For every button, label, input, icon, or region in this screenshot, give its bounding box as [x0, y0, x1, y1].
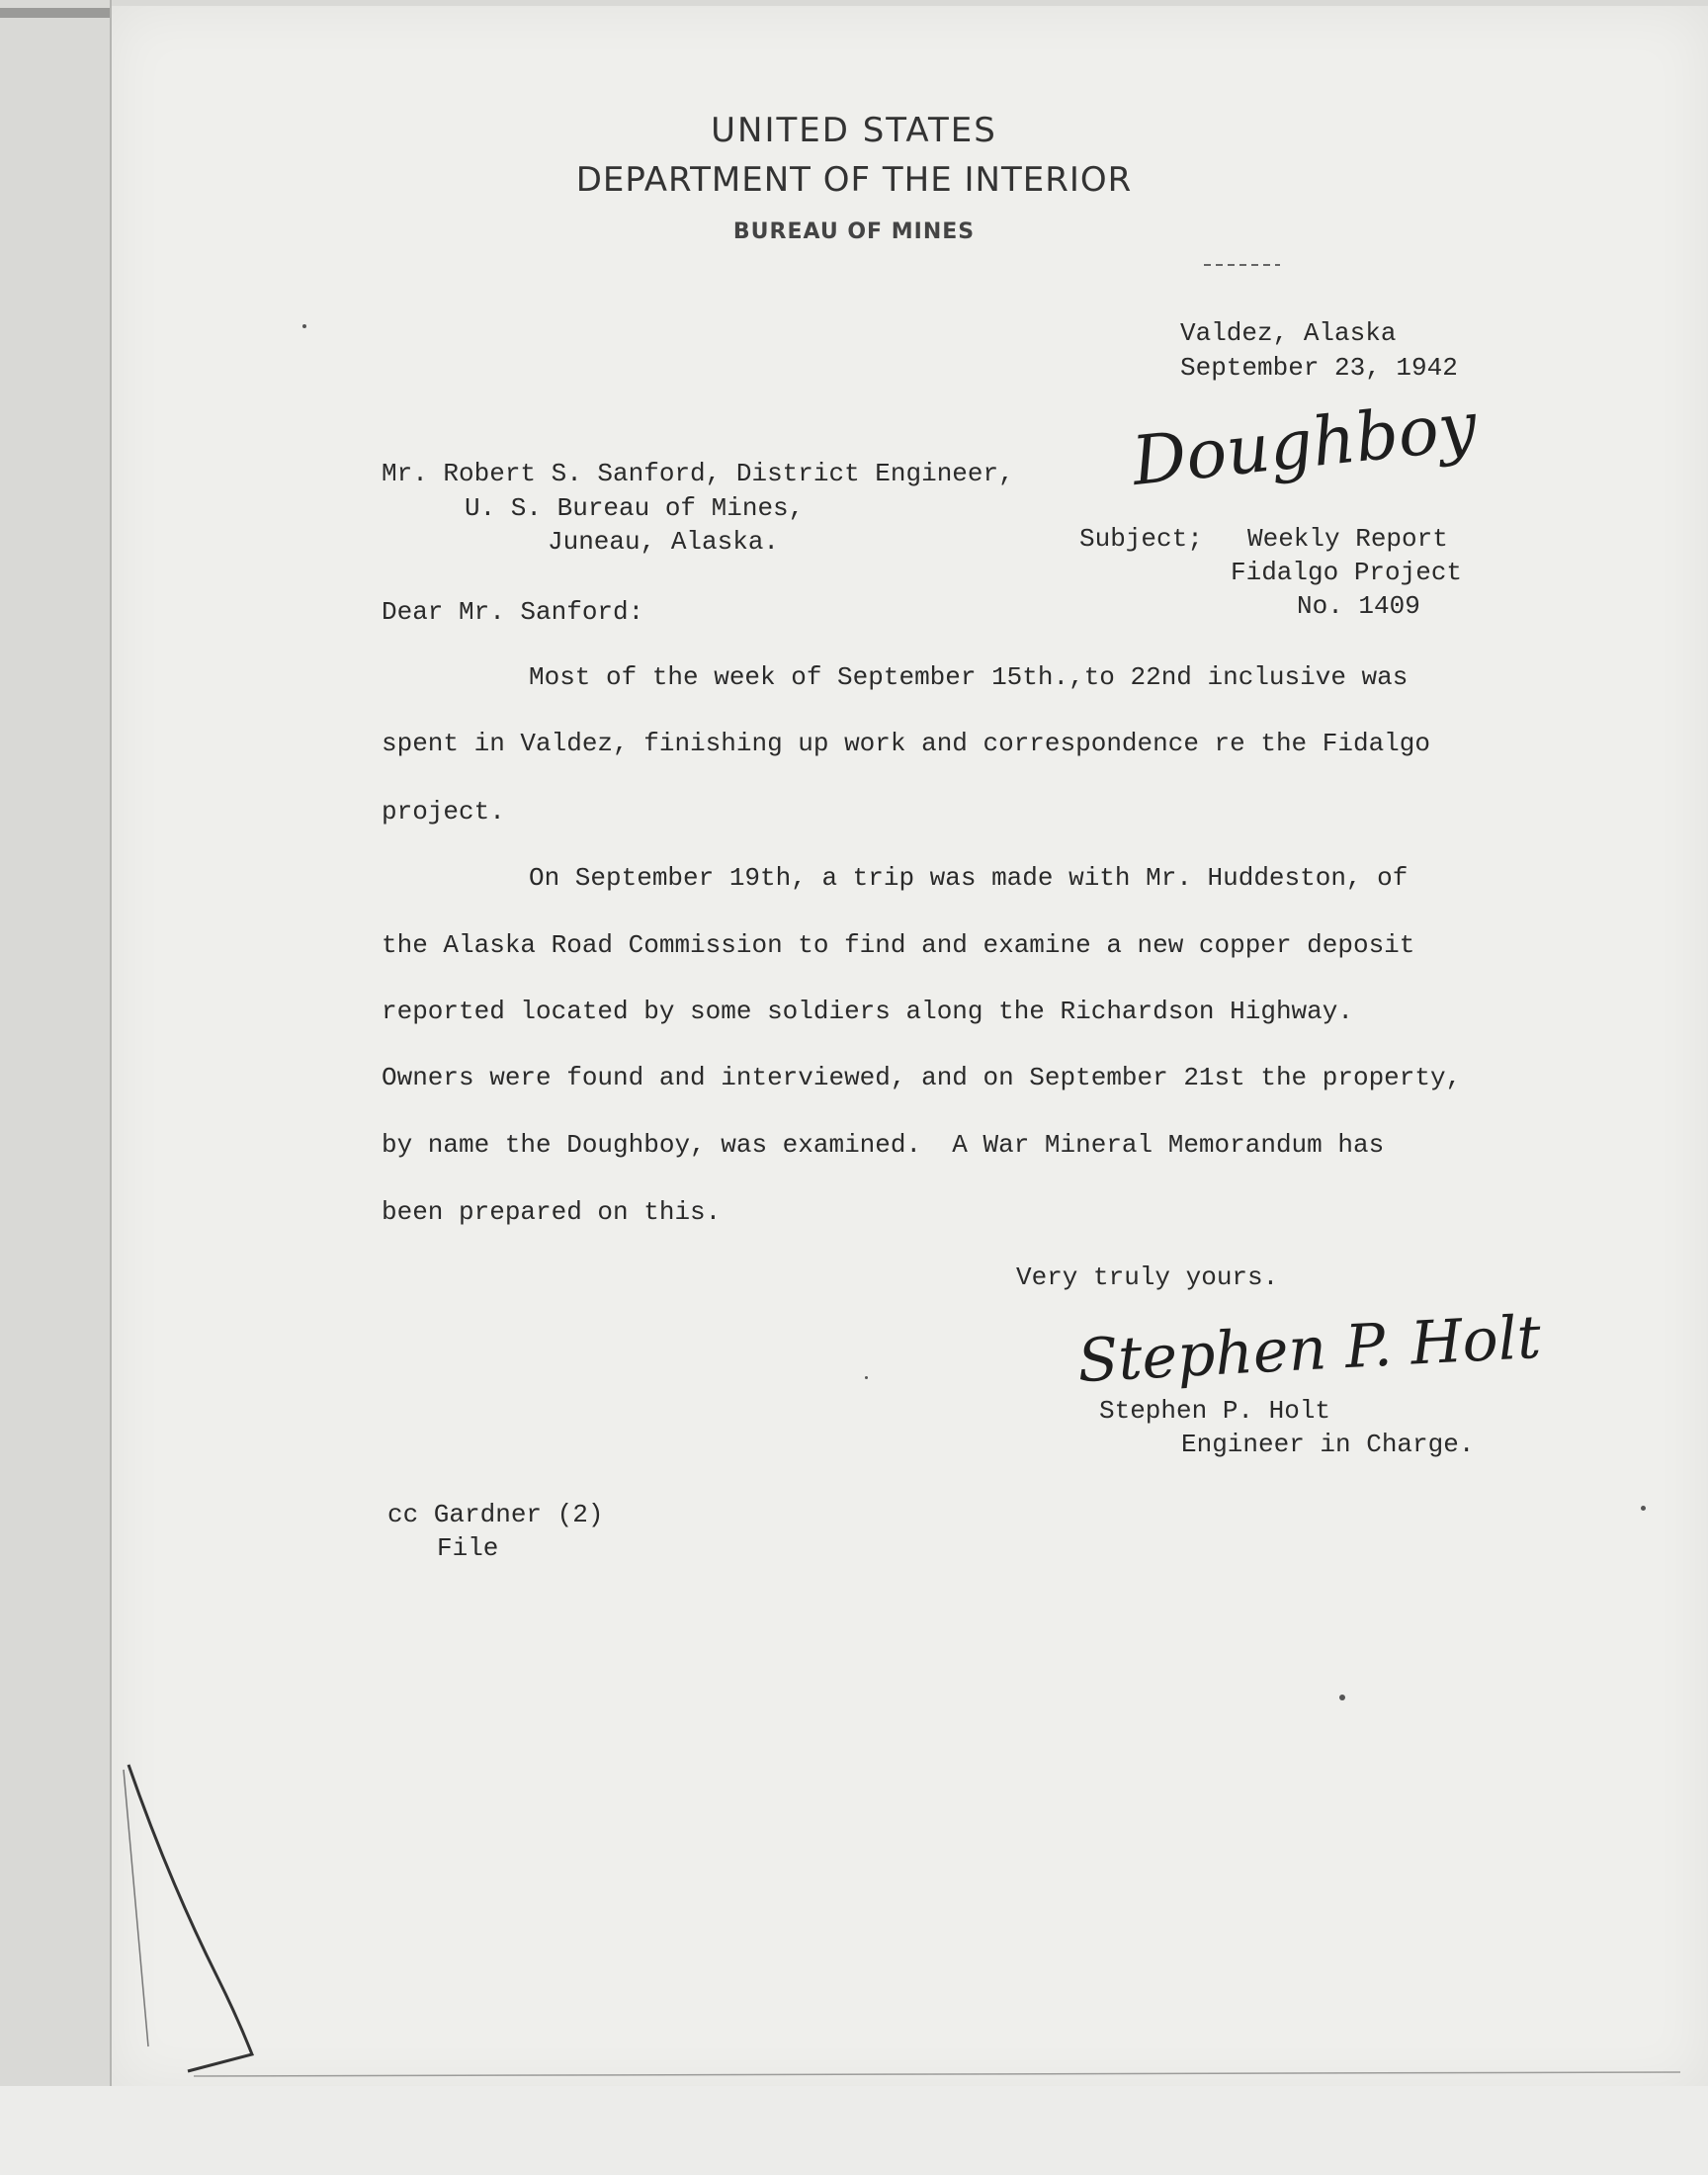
- body-line: the Alaska Road Commission to find and examine a new copper deposit: [382, 930, 1415, 960]
- body-line: project.: [382, 797, 505, 826]
- subject-line-1: Weekly Report: [1247, 524, 1448, 554]
- letterhead-bureau: BUREAU OF MINES: [732, 219, 976, 244]
- body-line: Owners were found and interviewed, and on September 21st the property,: [382, 1063, 1462, 1092]
- place: Valdez, Alaska: [1180, 318, 1397, 348]
- subject-line-2: Fidalgo Project: [1231, 558, 1463, 587]
- recipient-line-3: Juneau, Alaska.: [548, 527, 780, 557]
- signer-title: Engineer in Charge.: [1181, 1430, 1475, 1459]
- cc-line-1: cc Gardner (2): [387, 1500, 604, 1529]
- closing: Very truly yours.: [1016, 1262, 1279, 1292]
- salutation: Dear Mr. Sanford:: [382, 597, 644, 627]
- body-line: Most of the week of September 15th.,to 22nd inclusive was: [529, 662, 1409, 692]
- body-line: spent in Valdez, finishing up work and correspondence re the Fidalgo: [382, 729, 1430, 758]
- letterhead-country: UNITED STATES: [711, 111, 997, 150]
- scan-speck: [865, 1376, 868, 1379]
- date: September 23, 1942: [1180, 353, 1458, 383]
- handwritten-doughboy-note: Doughboy: [1128, 387, 1481, 502]
- scan-speck: [302, 324, 306, 328]
- letterhead-department: DEPARTMENT OF THE INTERIOR: [575, 160, 1133, 200]
- body-line: reported located by some soldiers along the Richardson Highway.: [382, 997, 1353, 1026]
- body-line: by name the Doughboy, was examined. A War Mineral Memorandum has: [382, 1130, 1385, 1160]
- scan-speck: [1339, 1695, 1345, 1700]
- signer-name: Stephen P. Holt: [1099, 1396, 1331, 1426]
- subject-line-3: No. 1409: [1297, 591, 1420, 621]
- body-line: On September 19th, a trip was made with Mr. Huddeston, of: [529, 863, 1409, 893]
- cc-line-2: File: [437, 1533, 499, 1563]
- recipient-line-1: Mr. Robert S. Sanford, District Engineer,: [382, 459, 1014, 488]
- scan-speck: [1641, 1506, 1646, 1511]
- bottom-edge-line: [194, 2072, 1680, 2076]
- handwritten-signature: Stephen P. Holt: [1075, 1302, 1543, 1397]
- top-edge-shadow: [0, 8, 111, 18]
- body-line: been prepared on this.: [382, 1197, 722, 1227]
- recipient-line-2: U. S. Bureau of Mines,: [465, 493, 805, 523]
- subject-label: Subject;: [1079, 524, 1203, 554]
